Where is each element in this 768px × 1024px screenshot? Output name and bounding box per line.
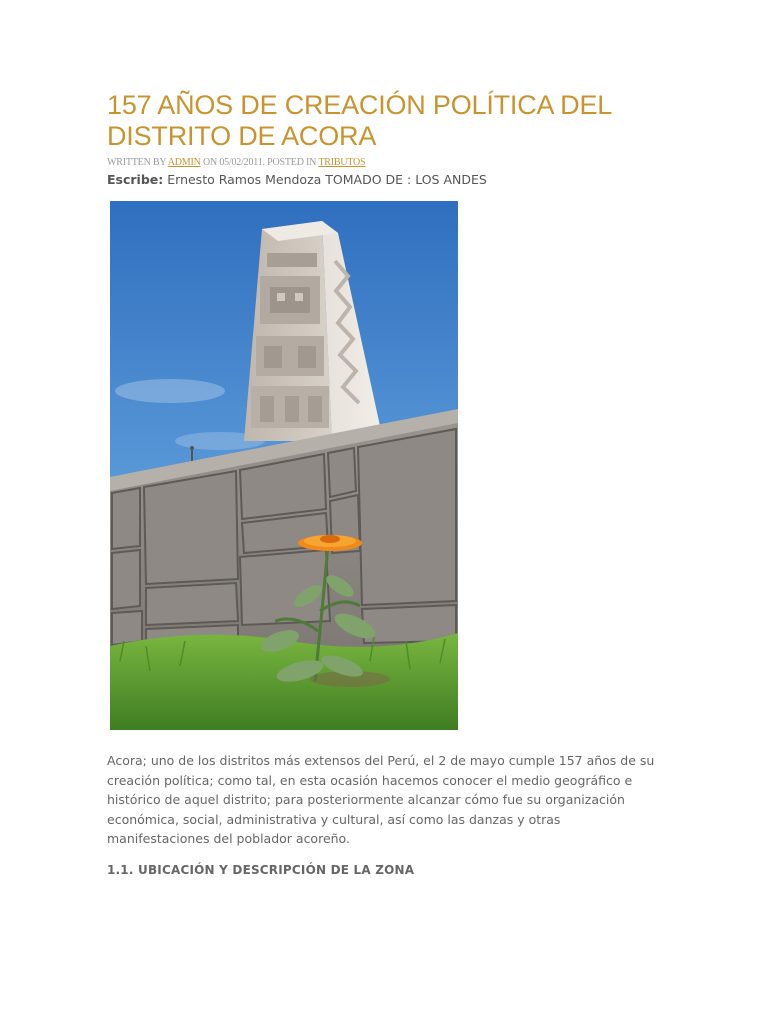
monument-photo [110,201,458,730]
section-heading: 1.1. UBICACIÓN Y DESCRIPCIÓN DE LA ZONA [107,862,415,877]
category-link[interactable]: TRIBUTOS [318,157,366,168]
meta-on: ON [202,157,218,168]
byline [107,172,667,188]
article-meta [107,156,667,169]
meta-written-by: WRITTEN BY [107,157,167,168]
article-title: 157 AÑOS DE CREACIÓN POLÍTICA DEL DISTRITO DE ACORA [107,90,612,151]
intro-paragraph: Acora; uno de los distritos más extensos del Perú, el 2 de mayo cumple 157 años de su creación política; como tal, en esta ocasión hacemos conocer el medio geográfico e histórico de aquel distrito; para posteriormente alcanzar cómo fue su organización económica, social, administrativa y cultural, así como las danzas y otras manifestaciones del poblador acoreño. [107,753,655,846]
author-link[interactable]: ADMIN [167,157,201,168]
byline-text: Ernesto Ramos Mendoza TOMADO DE : LOS ANDES [167,172,487,187]
byline-label: Escribe: [107,172,164,187]
meta-date: 05/02/2011. [219,157,265,168]
article [107,90,667,877]
meta-posted-in: POSTED IN [267,157,317,168]
